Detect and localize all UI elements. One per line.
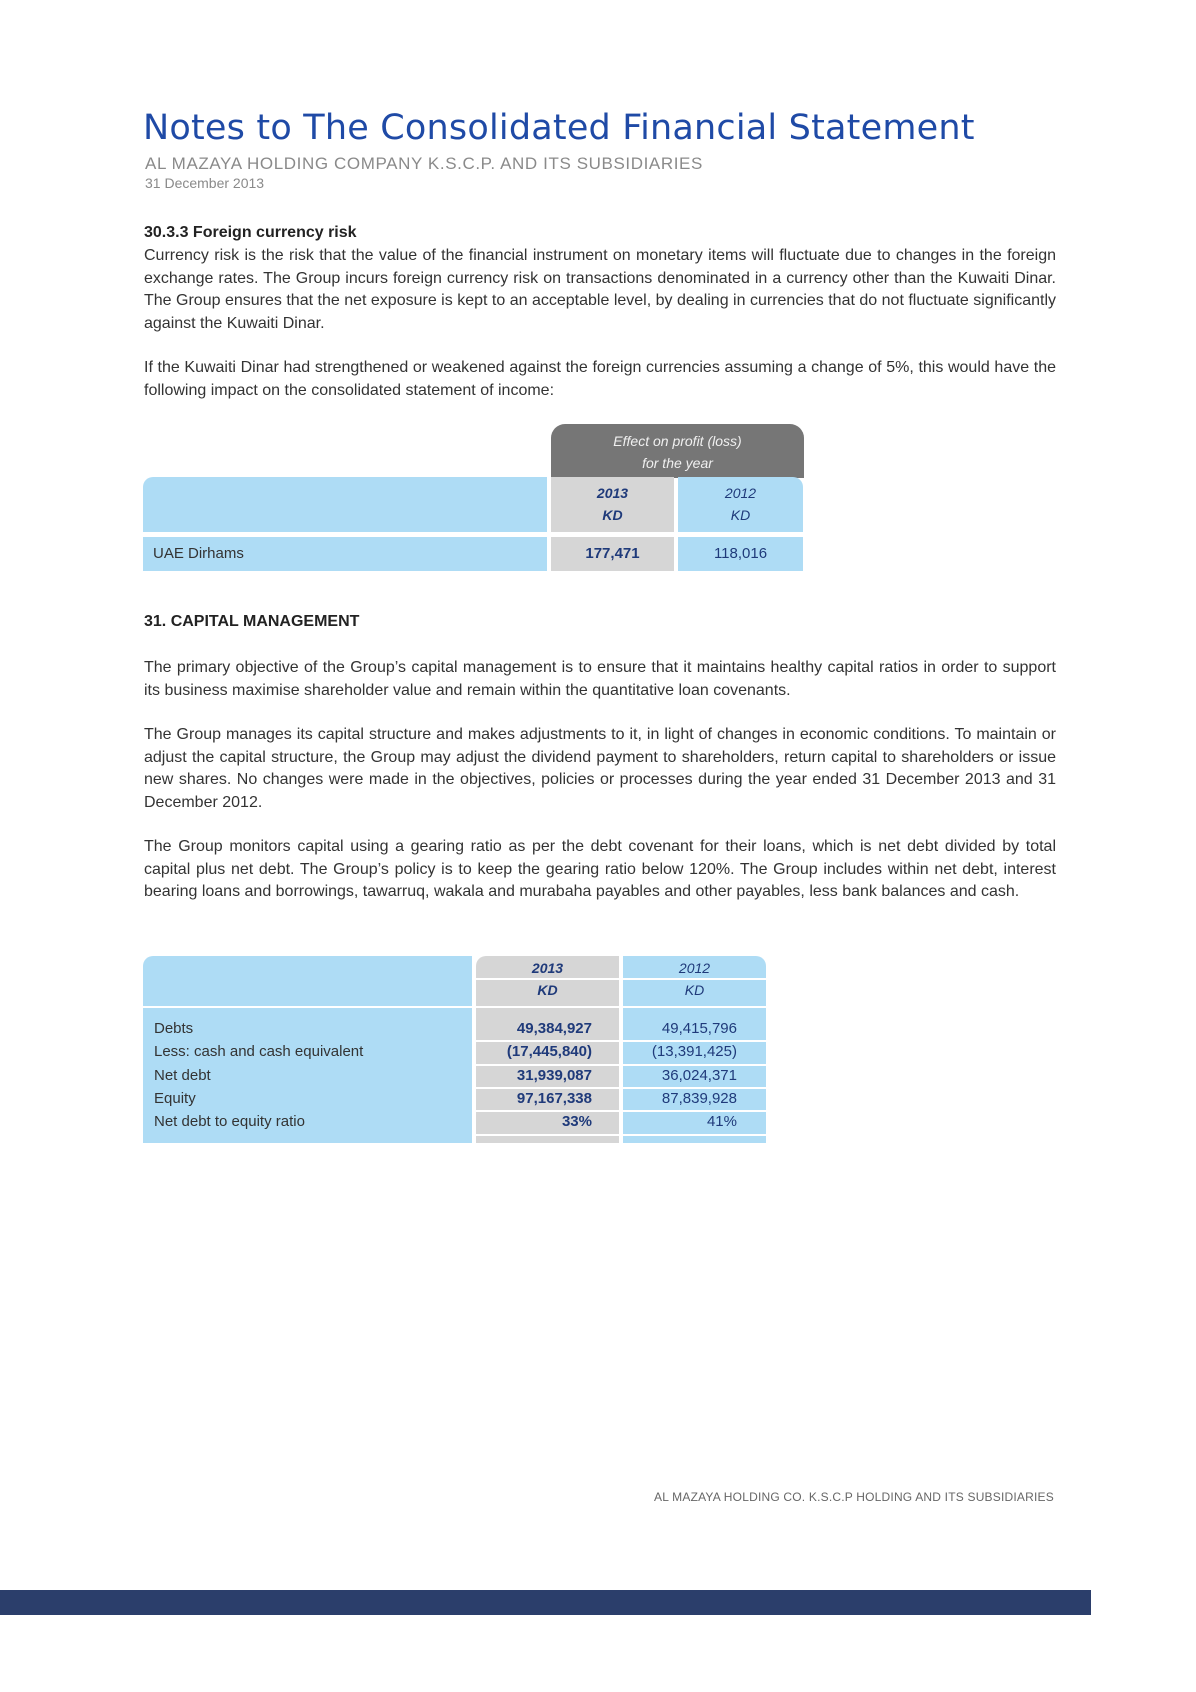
capital-row-2012-debts: 49,415,796 xyxy=(661,1020,737,1037)
fx-header-2012-unit: KD xyxy=(730,507,751,523)
capital-row-2012-equity: 87,839,928 xyxy=(661,1090,737,1107)
footer-bar xyxy=(0,1590,1091,1615)
capital-row-2012-cash: (13,391,425) xyxy=(651,1043,737,1060)
fx-header-2013-year: 2013 xyxy=(596,485,629,501)
row-divider xyxy=(476,1110,766,1112)
capital-row-label-debts: Debts xyxy=(154,1020,194,1037)
fx-row-label: UAE Dirhams xyxy=(143,537,547,571)
capital-row-label-cash: Less: cash and cash equivalent xyxy=(154,1043,364,1060)
capital-row-label-ratio: Net debt to equity ratio xyxy=(154,1113,305,1130)
capital-row-label-equity: Equity xyxy=(154,1090,196,1107)
fx-effect-header xyxy=(551,424,804,478)
capital-row-2012-net-debt: 36,024,371 xyxy=(661,1067,737,1084)
fx-effect-line-1: Effect on profit (loss) xyxy=(613,433,742,449)
capital-header-divider xyxy=(143,1006,766,1008)
row-divider xyxy=(476,1064,766,1066)
capital-paragraph-1: The primary objective of the Group’s capital management is to ensure that it maintains healthy capital ratios in order to support its business maximise shareholder value and remain within the quantitative loan covenants. xyxy=(144,659,1056,699)
fx-row-2012-value: 118,016 xyxy=(678,537,803,571)
capital-header-2012-year: 2012 xyxy=(678,960,711,976)
capital-row-2013-equity: 97,167,338 xyxy=(516,1090,592,1107)
page-title: Notes to The Consolidated Financial Statement xyxy=(143,108,975,148)
fx-risk-heading: 30.3.3 Foreign currency risk xyxy=(144,224,357,241)
row-divider xyxy=(476,1134,766,1136)
fx-header-2013 xyxy=(551,477,674,532)
capital-header-2013-year: 2013 xyxy=(531,960,564,976)
capital-row-label-net-debt: Net debt xyxy=(154,1067,211,1084)
capital-row-2013-net-debt: 31,939,087 xyxy=(516,1067,592,1084)
footer-company-name: AL MAZAYA HOLDING CO. K.S.C.P HOLDING AND ITS SUBSIDIARIES xyxy=(654,1490,1054,1504)
capital-header-2013-unit: KD xyxy=(537,982,558,998)
fx-risk-paragraph-1: Currency risk is the risk that the value of the financial instrument on monetary items will fluctuate due to changes in the foreign exchange rates. The Group incurs foreign currency risk on transactions denominated in a currency other than the Kuwaiti Dinar. The Group ensures that the net exposure is kept to an acceptable level, by dealing in currencies that do not fluctuate significantly against the Kuwaiti Dinar. xyxy=(144,247,1056,332)
capital-row-2013-ratio: 33% xyxy=(561,1113,592,1130)
capital-row-2012-ratio: 41% xyxy=(706,1113,737,1130)
fx-effect-line-2: for the year xyxy=(642,455,713,471)
capital-row-2013-debts: 49,384,927 xyxy=(516,1020,592,1037)
row-divider xyxy=(476,1087,766,1089)
fx-risk-paragraph-2: If the Kuwaiti Dinar had strengthened or weakened against the foreign currencies assuming a change of 5%, this would have the following impact on the consolidated statement of income: xyxy=(144,359,1056,399)
fx-header-label-cell xyxy=(143,477,547,532)
fx-header-2012 xyxy=(678,477,803,532)
company-name: AL MAZAYA HOLDING COMPANY K.S.C.P. AND ITS SUBSIDIARIES xyxy=(145,154,703,173)
fx-header-2013-unit: KD xyxy=(602,507,623,523)
fx-row-2013-value: 177,471 xyxy=(551,537,674,571)
capital-header-mid-divider xyxy=(476,978,766,980)
fx-header-2012-year: 2012 xyxy=(724,485,757,501)
capital-header-2012-unit: KD xyxy=(684,982,705,998)
capital-paragraph-2: The Group manages its capital structure and makes adjustments to it, in light of changes in economic conditions. To maintain or adjust the capital structure, the Group may adjust the dividend payment to shareholders, return capital to shareholders or issue new shares. No changes were made in the objectives, policies or processes during the year ended 31 December 2013 and 31 December 2012. xyxy=(144,726,1056,811)
capital-paragraph-3: The Group monitors capital using a gearing ratio as per the debt covenant for their loans, which is net debt divided by total capital plus net debt. The Group’s policy is to keep the gearing ratio below 120%. The Group includes within net debt, interest bearing loans and borrowings, tawarruq, wakala and murabaha payables and other payables, less bank balances and cash. xyxy=(144,838,1056,900)
capital-row-2013-cash: (17,445,840) xyxy=(506,1043,592,1060)
capital-management-heading: 31. CAPITAL MANAGEMENT xyxy=(144,613,360,630)
row-divider xyxy=(476,1040,766,1042)
report-date: 31 December 2013 xyxy=(145,175,265,191)
